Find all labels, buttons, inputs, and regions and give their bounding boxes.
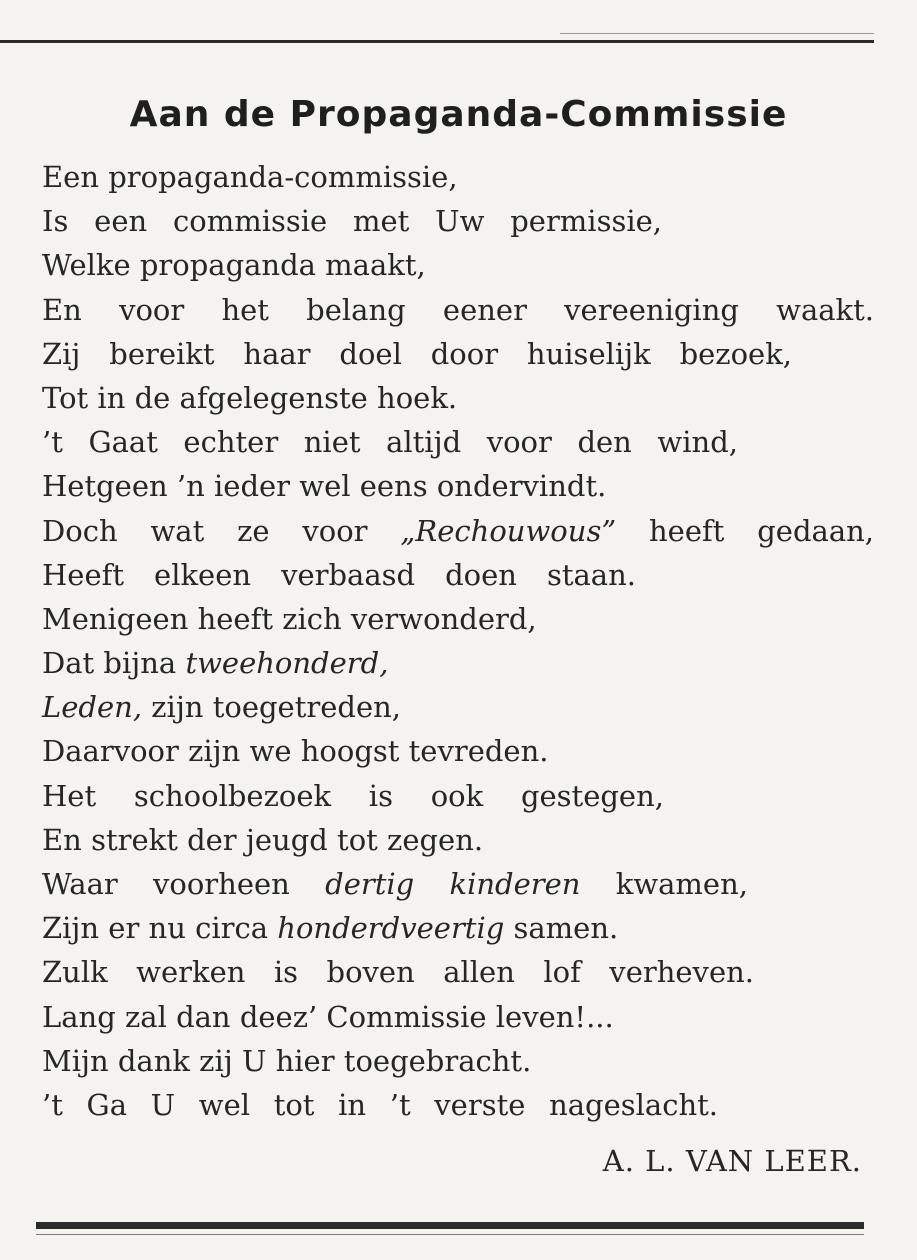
rechouwous-emphasis: „Rechouwous” bbox=[400, 513, 617, 548]
poem-line-22: ’t Ga U wel tot in ’t verste nageslacht. bbox=[42, 1087, 718, 1122]
poem-line-5: Zij bereikt haar doel door huiselijk bezoek, bbox=[42, 336, 792, 371]
bottom-rule bbox=[36, 1222, 864, 1229]
poem-line-17: Waar voorheen dertig kinderen kwamen, bbox=[42, 867, 748, 901]
poem-line-8: Hetgeen ’n ieder wel eens ondervindt. bbox=[42, 469, 607, 504]
poem-line-14: Daarvoor zijn we hoogst tevreden. bbox=[42, 734, 549, 769]
poem-line-4: En voor het belang eener vereeniging waakt. bbox=[42, 292, 874, 327]
poem-title: Aan de Propaganda-Commissie bbox=[129, 94, 788, 135]
author-signature: A. L. VAN LEER. bbox=[602, 1144, 862, 1178]
poem-line-16: En strekt der jeugd tot zegen. bbox=[42, 822, 484, 857]
poem-line-19: Zulk werken is boven allen lof verheven. bbox=[42, 955, 754, 990]
top-rule bbox=[0, 40, 874, 43]
bottom-thin-rule bbox=[36, 1234, 864, 1235]
poem-line-13: Leden, zijn toegetreden, bbox=[42, 690, 402, 725]
honderdveertig-emphasis: honderdveertig bbox=[277, 911, 505, 946]
leden-emphasis: Leden, bbox=[42, 690, 143, 725]
poem-line-9: Doch wat ze voor „Rechouwous” heeft gedaan, bbox=[42, 513, 875, 548]
poem-line-1: Een propaganda-commissie, bbox=[42, 160, 458, 194]
poem-line-15: Het schoolbezoek is ook gestegen, bbox=[42, 778, 664, 813]
poem-line-20: Lang zal dan deez’ Commissie leven!... bbox=[42, 999, 614, 1034]
poem-line-6: Tot in de afgelegenste hoek. bbox=[42, 380, 458, 415]
tweehonderd-emphasis: tweehonderd, bbox=[185, 646, 389, 681]
poem-line-7: ’t Gaat echter niet altijd voor den wind, bbox=[42, 425, 738, 460]
poem-line-11: Menigeen heeft zich verwonderd, bbox=[42, 601, 537, 636]
poem-line-2: Is een commissie met Uw permissie, bbox=[42, 204, 662, 239]
poem-line-3: Welke propaganda maakt, bbox=[42, 248, 426, 283]
poem-line-21: Mijn dank zij U hier toegebracht. bbox=[42, 1043, 532, 1078]
poem-line-18: Zijn er nu circa honderdveertig samen. bbox=[42, 911, 619, 946]
poem-body bbox=[42, 155, 874, 1127]
poem-line-12: Dat bijna tweehonderd, bbox=[42, 646, 389, 681]
poem-line-10: Heeft elkeen verbaasd doen staan. bbox=[42, 557, 636, 592]
dertig-kinderen-emphasis: dertig kinderen bbox=[325, 867, 581, 901]
top-thin-rule bbox=[560, 33, 874, 34]
